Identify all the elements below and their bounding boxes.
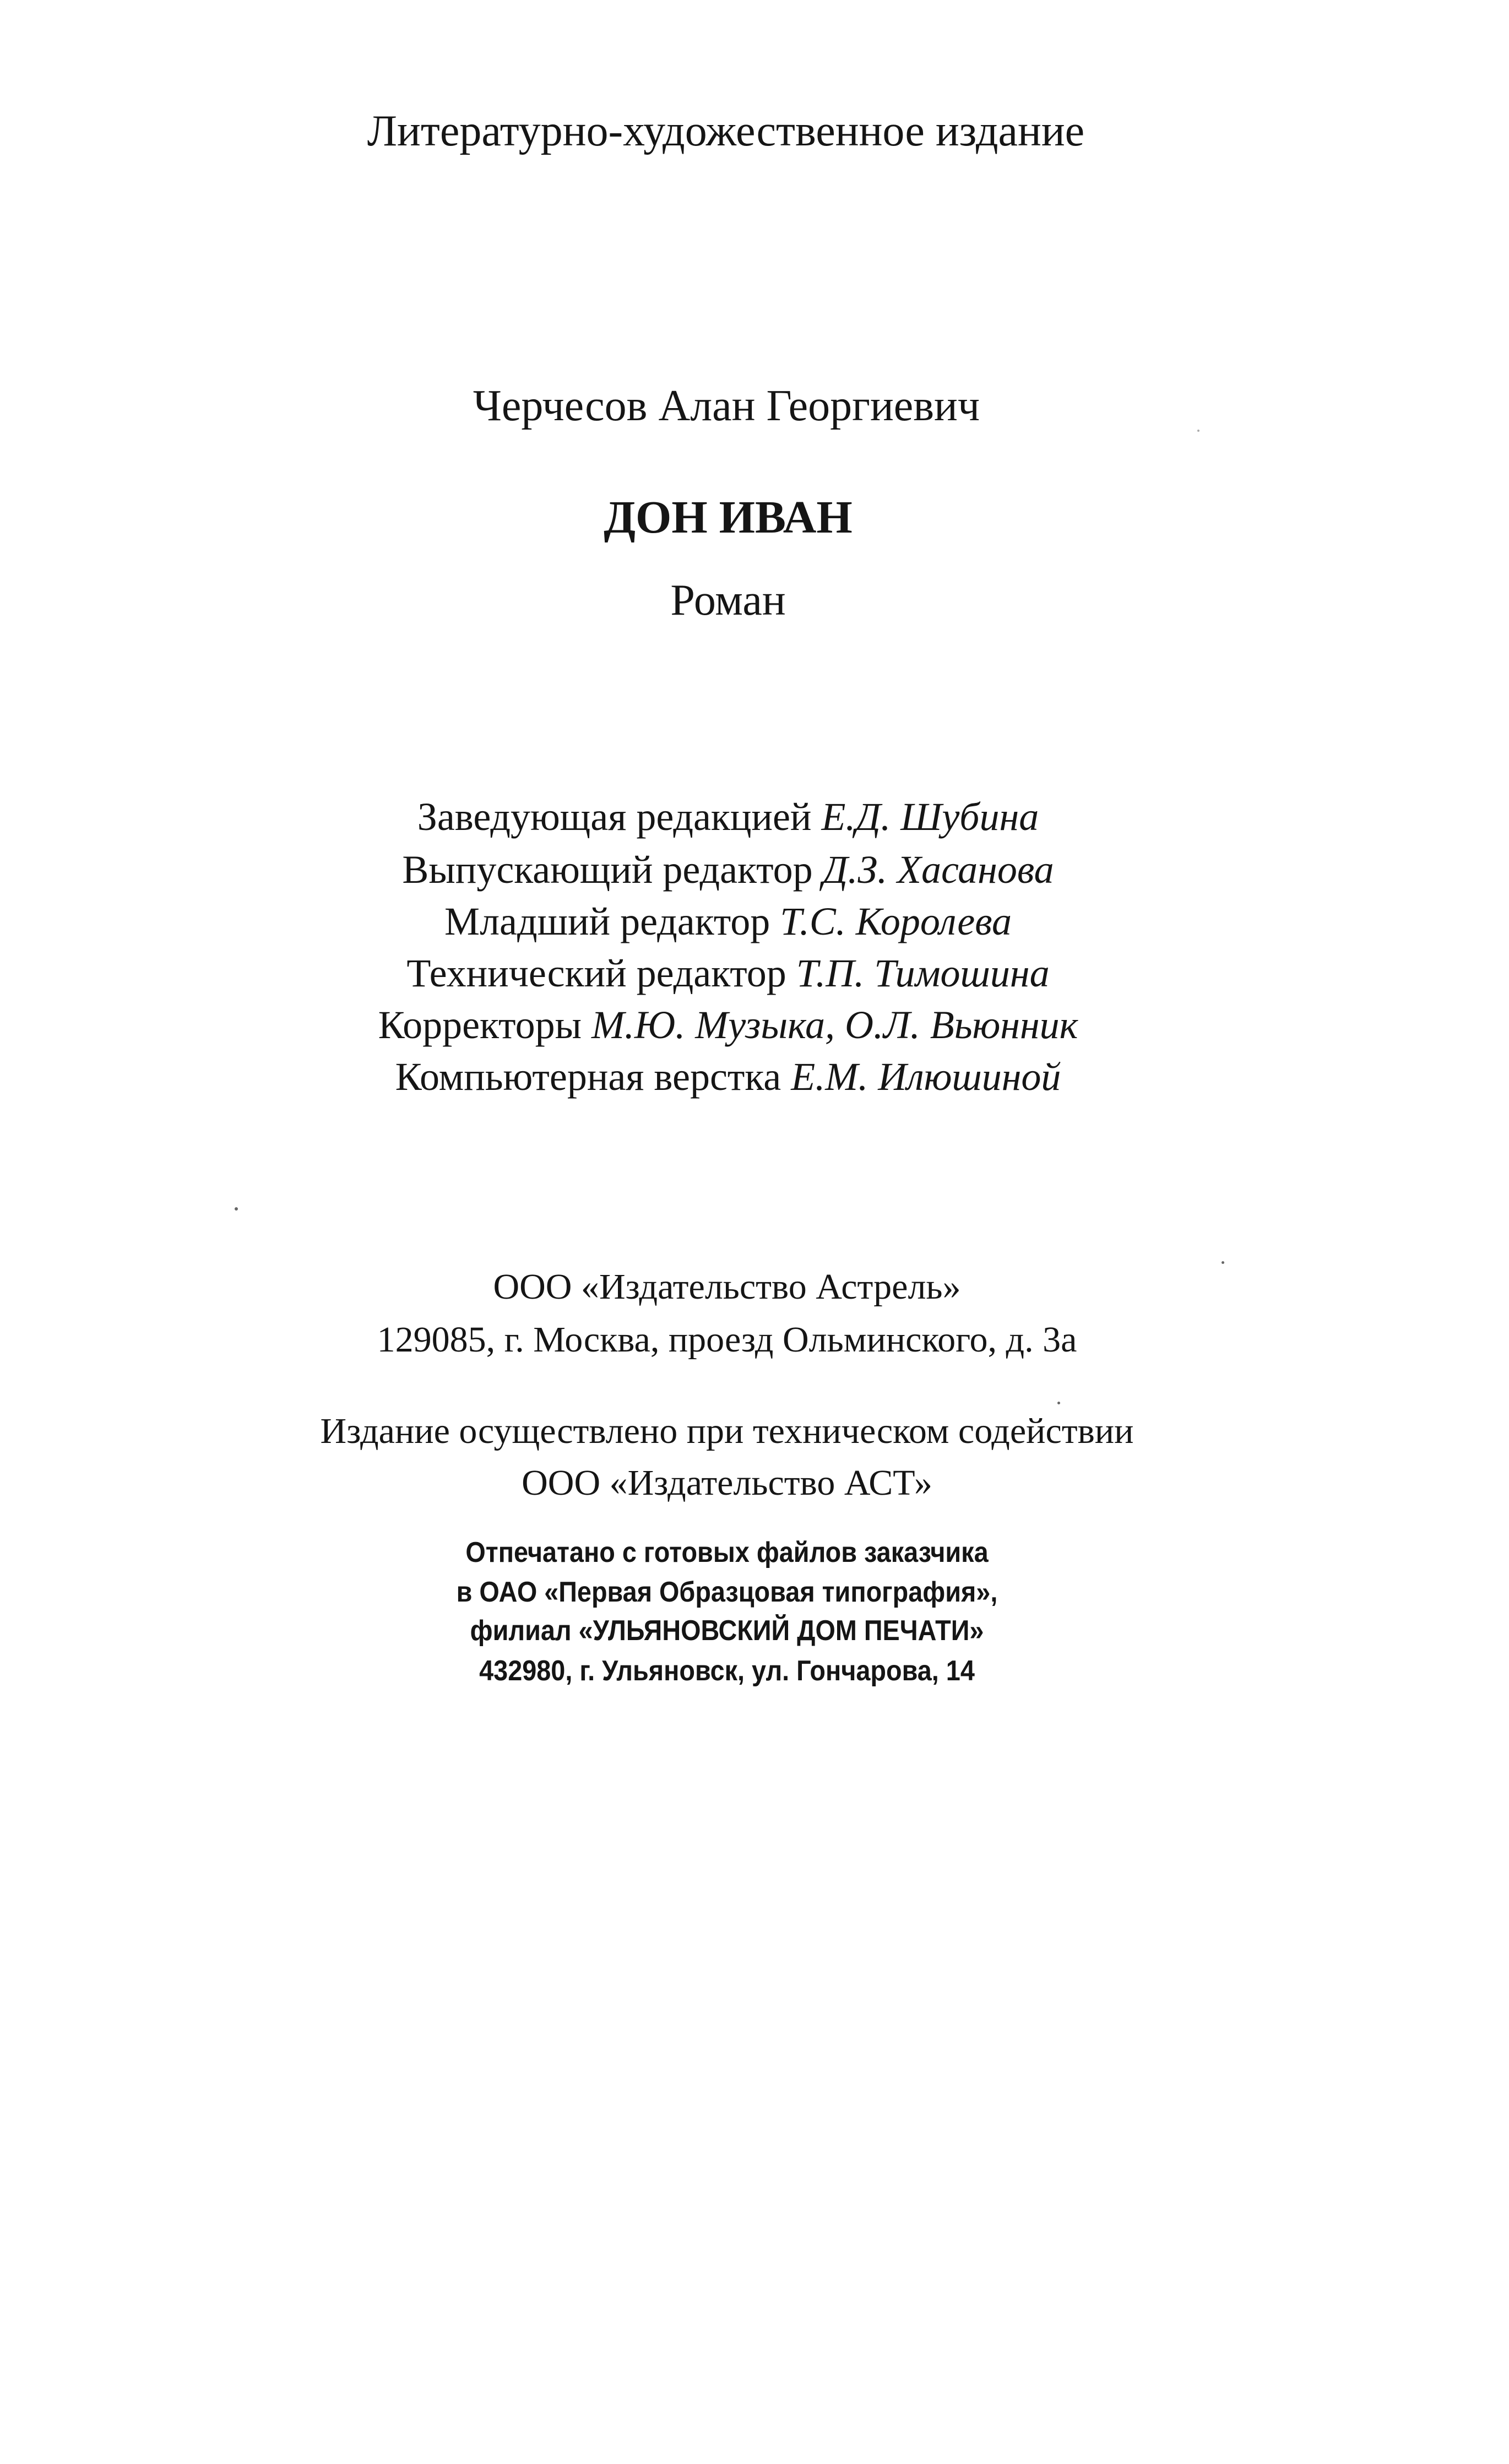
credit-person: Т.П. Тимошина (796, 951, 1050, 995)
publisher-name: ООО «Издательство Астрель» (493, 1267, 961, 1307)
book-genre: Роман (670, 576, 786, 625)
printing-line: 432980, г. Ульяновск, ул. Гончарова, 14 (479, 1655, 975, 1687)
series-label: Литературно-художественное издание (367, 107, 1085, 155)
credit-line (0, 953, 1483, 993)
scan-speck (1222, 1261, 1224, 1264)
credit-role: Компьютерная верстка (395, 1055, 781, 1099)
credit-line (0, 797, 1483, 837)
credit-line (0, 1057, 1483, 1097)
scan-speck (1057, 1402, 1060, 1404)
author-name: Черчесов Алан Георгиевич (473, 382, 980, 430)
credit-role: Заведующая редакцией (417, 795, 812, 839)
credit-person: Е.Д. Шубина (821, 795, 1039, 839)
scan-speck (235, 1207, 238, 1211)
credit-person: Д.З. Хасанова (822, 848, 1054, 892)
credit-role: Младший редактор (444, 899, 770, 943)
credit-line (0, 1005, 1483, 1045)
credit-line (0, 848, 1483, 892)
credit-person: Т.С. Королева (780, 899, 1012, 943)
scan-speck (1197, 430, 1199, 432)
credit-line (0, 899, 1483, 943)
assistance-note: Издание осуществлено при техническом содействии (320, 1411, 1134, 1451)
credit-person: Е.М. Илюшиной (791, 1055, 1061, 1099)
credit-role: Выпускающий редактор (402, 848, 813, 892)
printing-line: филиал «УЛЬЯНОВСКИЙ ДОМ ПЕЧАТИ» (470, 1615, 984, 1647)
credit-role: Корректоры (378, 1003, 582, 1047)
printing-line: Отпечатано с готовых файлов заказчика (465, 1537, 989, 1569)
credit-role: Технический редактор (406, 951, 786, 995)
book-title: ДОН ИВАН (604, 492, 853, 543)
credit-person: М.Ю. Музыка, О.Л. Вьюнник (591, 1003, 1078, 1047)
publisher-address: 129085, г. Москва, проезд Ольминского, д. 3а (377, 1320, 1077, 1360)
printing-line: в ОАО «Первая Образцовая типография», (456, 1576, 998, 1608)
assistance-publisher: ООО «Издательство АСТ» (522, 1463, 932, 1503)
